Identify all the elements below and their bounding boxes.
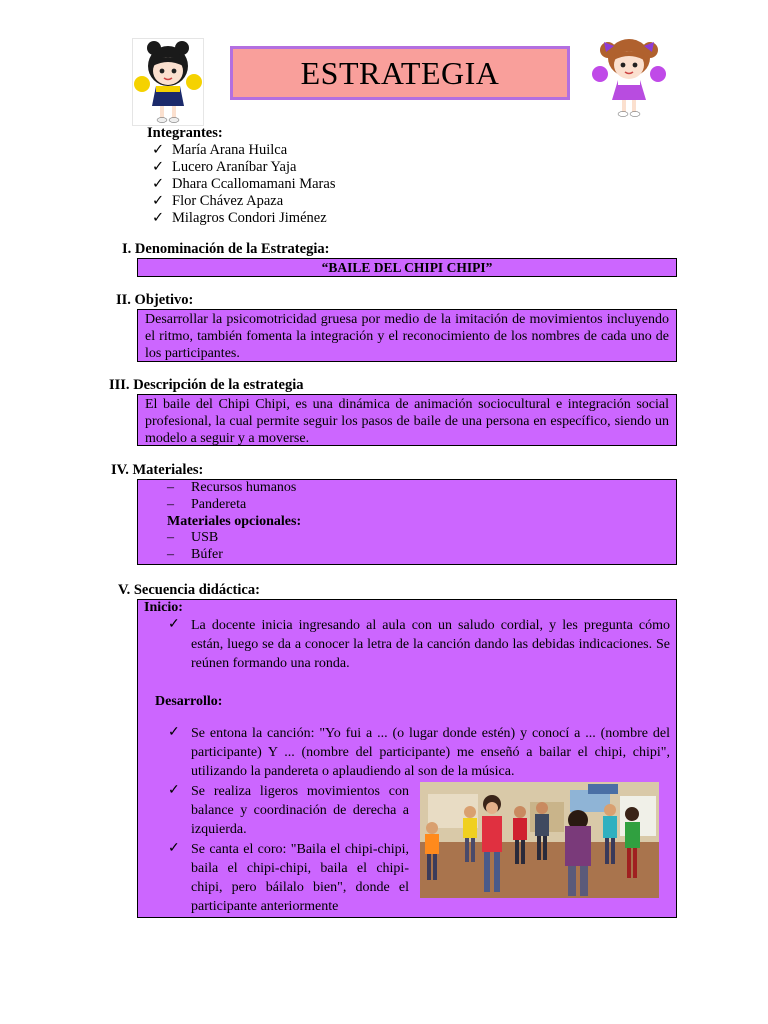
strategy-name: “BAILE DEL CHIPI CHIPI” — [321, 260, 493, 275]
children-dancing-photo — [420, 782, 659, 898]
check-icon: ✓ — [152, 142, 165, 158]
member-name: María Arana Huilca — [172, 142, 288, 158]
member-name: Lucero Araníbar Yaja — [172, 159, 297, 175]
check-icon: ✓ — [152, 176, 165, 192]
check-icon: ✓ — [152, 210, 165, 226]
description-text: El baile del Chipi Chipi, es una dinámica de animación sociocultural e integración social profesional, la cual permite seguir los pasos de baile de una persona en específico, siendo un modelo a seguir y a moverse. — [145, 397, 669, 446]
section-4-box — [137, 479, 677, 565]
member-name: Dhara Ccallomamani Maras — [172, 176, 336, 192]
section-number: V. — [118, 582, 131, 598]
development-step-2: Se realiza ligeros movimientos con balance y coordinación de derecha a izquierda. — [191, 784, 409, 837]
optional-materials-label: Materiales opcionales: — [167, 513, 302, 529]
dash-icon: – — [167, 547, 174, 563]
members-block — [147, 125, 335, 227]
inicio-label: Inicio: — [144, 600, 183, 615]
cheerleader-girl-left-illustration — [132, 38, 202, 124]
dash-icon: – — [167, 480, 174, 495]
check-icon: ✓ — [168, 783, 180, 798]
material-item: Pandereta — [191, 496, 247, 512]
development-step-3: Se canta el coro: "Baila el chipi-chipi, baila el chipi-chipi, baila el chipi-chipi, pero báilalo bien", donde el participante anteriormente — [191, 842, 409, 914]
dash-icon: – — [167, 530, 174, 546]
desarrollo-label: Desarrollo: — [155, 694, 223, 709]
check-icon: ✓ — [152, 159, 165, 175]
section-title: Secuencia didáctica: — [133, 582, 260, 598]
section-2-heading — [116, 292, 193, 309]
section-title: Descripción de la estrategia — [133, 377, 304, 393]
development-step-1: Se entona la canción: "Yo fui a ... (o lugar donde estén) y conocí a ... (nombre del participante) Y ... (nombre del participante) me enseñó a bailar el chipi, chipi", utilizando la pandereta o aplaudiendo al son de la música. — [191, 726, 670, 779]
list-item — [138, 547, 676, 564]
objective-text: Desarrollar la psicomotricidad gruesa por medio de la imitación de movimientos incluyendo el ritmo, también fomenta la integración y el reconocimiento de los nombres de cada uno de los participantes. — [145, 312, 669, 361]
section-1-heading — [122, 241, 329, 258]
cheerleader-girl-right-illustration — [592, 34, 662, 120]
section-1-box — [137, 258, 677, 277]
members-list — [147, 142, 335, 227]
check-icon: ✓ — [168, 617, 180, 632]
check-icon: ✓ — [152, 193, 165, 209]
section-number: IV. — [111, 462, 129, 478]
section-number: I. — [122, 241, 132, 257]
section-number: II. — [116, 292, 131, 308]
member-name: Milagros Condori Jiménez — [172, 210, 327, 226]
section-3-heading — [109, 377, 304, 394]
section-title: Materiales: — [132, 462, 204, 478]
section-2-box — [137, 309, 677, 362]
list-item — [138, 497, 676, 514]
section-title: Denominación de la Estrategia: — [134, 241, 330, 257]
material-item: Búfer — [191, 547, 223, 563]
list-item — [147, 142, 335, 159]
check-icon: ✓ — [168, 841, 180, 856]
list-item — [147, 159, 335, 176]
list-item — [147, 210, 335, 227]
check-icon: ✓ — [168, 725, 180, 740]
list-item — [147, 193, 335, 210]
dash-icon: – — [167, 496, 174, 512]
section-4-heading — [111, 462, 203, 479]
section-title: Objetivo: — [134, 292, 194, 308]
section-5-box — [137, 599, 677, 918]
material-item: USB — [191, 530, 219, 546]
section-number: III. — [109, 377, 130, 393]
member-name: Flor Chávez Apaza — [172, 193, 284, 209]
title-box — [230, 46, 570, 100]
inicio-text: La docente inicia ingresando al aula con un saludo cordial, y les pregunta cómo están, luego se da a conocer la letra de la canción dando las debidas indicaciones. Se reúnen formando una ronda. — [191, 618, 670, 671]
section-3-box — [137, 394, 677, 446]
list-item — [138, 480, 676, 497]
page-title: ESTRATEGIA — [300, 54, 500, 91]
material-item: Recursos humanos — [191, 480, 297, 495]
list-item — [147, 176, 335, 193]
list-item — [138, 530, 676, 547]
members-label: Integrantes: — [147, 125, 223, 141]
section-5-heading — [118, 582, 260, 599]
